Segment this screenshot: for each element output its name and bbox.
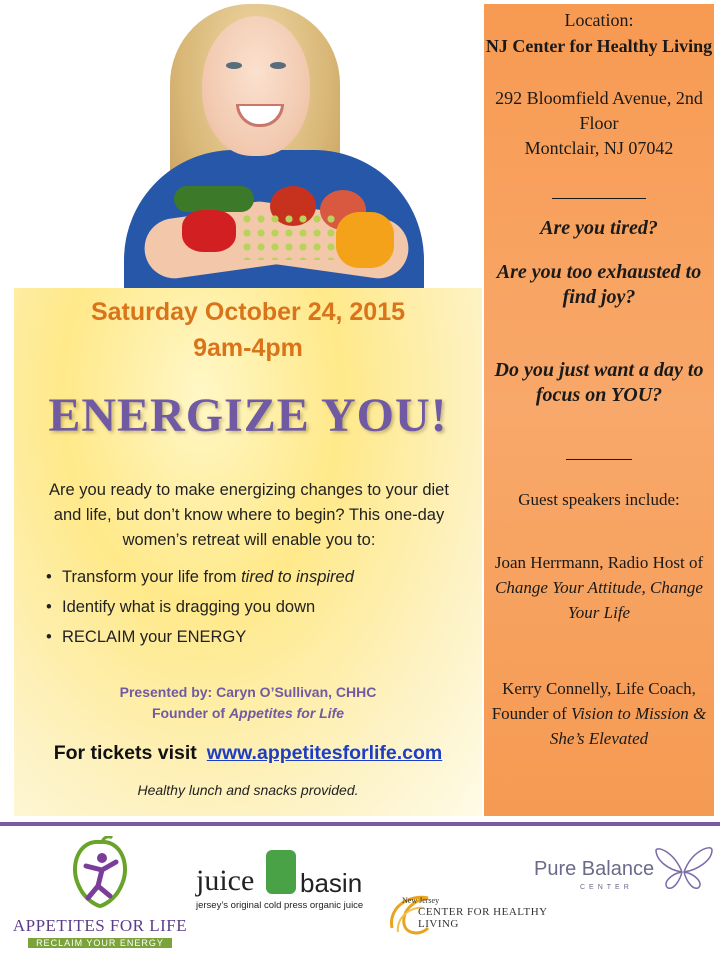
njchl-state: New Jersey [402, 896, 440, 905]
pure-balance-logo [534, 842, 716, 902]
speaker-title: Change Your Attitude, Change Your Life [495, 578, 703, 622]
speaker-intro: Kerry Connelly, Life Coach, Founder of [491, 679, 696, 723]
divider [552, 198, 646, 199]
juice-tagline: jersey’s original cold press organic juice [196, 900, 364, 911]
divider [566, 459, 632, 460]
question: Are you tired? [540, 217, 658, 239]
juice-cup-icon [266, 850, 296, 894]
tickets-link[interactable]: www.appetitesforlife.com [206, 742, 443, 764]
njchl-name: CENTER FOR HEALTHY LIVING [418, 906, 548, 930]
event-headline: ENERGIZE YOU! [48, 389, 448, 442]
benefit-text: Identify what is dragging you down [62, 598, 316, 616]
benefit-text: RECLAIM your ENERGY [62, 628, 247, 646]
benefit-emphasis: tired to inspired [241, 568, 354, 586]
photo-cucumber [174, 186, 254, 212]
speaker-intro: Joan Herrmann, Radio Host of [494, 553, 704, 572]
location-name: NJ Center for Healthy Living [485, 36, 713, 56]
pb-name: Pure Balance [534, 858, 655, 880]
basin-word: basin [300, 868, 363, 898]
dancer-apple-icon [68, 836, 132, 910]
benefits-list [46, 568, 354, 658]
butterfly-icon [652, 842, 716, 892]
juice-basin-logo [196, 848, 376, 918]
photo-eye [270, 62, 286, 69]
tickets-label: For tickets visit [53, 742, 197, 764]
benefit-item [46, 568, 354, 587]
location-sidebar [484, 4, 714, 816]
speaker [484, 550, 714, 625]
benefit-item [46, 598, 354, 617]
event-details-panel [14, 288, 482, 816]
photo-eye [226, 62, 242, 69]
benefit-item [46, 628, 354, 647]
question: Do you just want a day to focus on YOU? [494, 359, 704, 406]
juice-word: juice [196, 864, 255, 897]
event-date: Saturday October 24, 2015 [90, 298, 406, 326]
speakers-label: Guest speakers include: [518, 490, 680, 509]
appetites-for-life-logo [10, 836, 190, 956]
pb-sub: CENTER [580, 884, 633, 891]
founder-prefix: Founder of [151, 705, 229, 721]
photo-face [202, 16, 310, 156]
afl-tagline: RECLAIM YOUR ENERGY [28, 938, 172, 948]
address-line: 292 Bloomfield Avenue, 2nd Floor [495, 88, 703, 133]
benefit-text: Transform your life from [62, 568, 242, 586]
address-line: Montclair, NJ 07042 [524, 138, 674, 158]
speaker-title: Vision to Mission & She’s Elevated [549, 704, 707, 748]
afl-name: APPETITES FOR LIFE [12, 916, 188, 935]
sponsor-footer [0, 826, 720, 960]
location-address [484, 86, 714, 161]
photo-grapes [240, 212, 336, 260]
photo-red-pepper [182, 210, 236, 252]
presenter-line: Presented by: Caryn O’Sullivan, CHHC [119, 684, 377, 700]
event-time: 9am-4pm [193, 334, 303, 362]
tickets-line [14, 742, 482, 765]
speaker [484, 676, 714, 751]
event-intro: Are you ready to make energizing changes to your diet and life, but don’t know where to begin? This one-day women’s retreat will enable you to: [49, 481, 449, 549]
location-label: Location: [564, 10, 634, 30]
photo-yellow-pepper [336, 212, 394, 268]
presenter-credit [14, 682, 482, 724]
founder-org: Appetites for Life [228, 705, 345, 721]
lunch-note: Healthy lunch and snacks provided. [137, 782, 359, 798]
hero-photo-woman-with-vegetables [14, 0, 482, 288]
question: Are you too exhausted to find joy? [496, 261, 702, 308]
